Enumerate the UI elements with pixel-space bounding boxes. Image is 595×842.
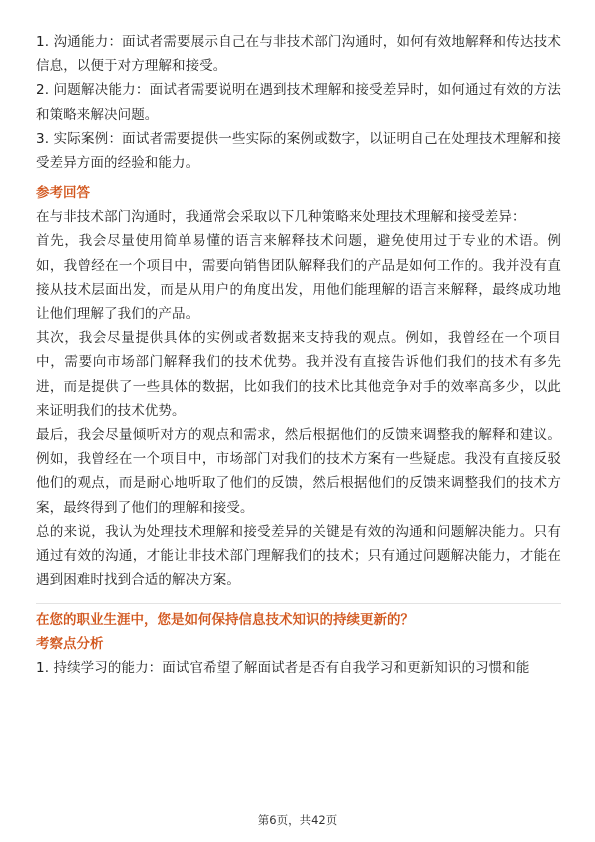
point-real-cases: 3. 实际案例：面试者需要提供一些实际的案例或数字，以证明自己在处理技术理解和接受差异方面的经验和能力。	[36, 130, 561, 172]
answer-last: 最后，我会尽量倾听对方的观点和需求，然后根据他们的反馈来调整我的解释和建议。例如，我曾经在一个项目中，市场部门对我们的技术方案有一些疑虑。我没有直接反驳他们的观点，而是耐心地听取了他们的反馈，然后根据他们的反馈来调整我们的技术方案，最终得到了他们的理解和接受。	[36, 427, 561, 516]
answer-intro: 在与非技术部门沟通时，我通常会采取以下几种策略来处理技术理解和接受差异：	[36, 209, 526, 226]
answer-heading: 参考回答	[36, 185, 90, 202]
answer-first: 首先，我会尽量使用简单易懂的语言来解释技术问题，避免使用过于专业的术语。例如，我曾经在一个项目中，需要向销售团队解释我们的产品是如何工作的。我并没有直接从技术层面出发，而是从用户的角度出发，用他们能理解的语言来解释，最终成功地让他们理解了我们的产品。	[36, 233, 561, 323]
analysis-point-1: 1. 持续学习的能力：面试官希望了解面试者是否有自我学习和更新知识的习惯和能	[36, 660, 530, 677]
question-title: 在您的职业生涯中，您是如何保持信息技术知识的持续更新的？	[36, 612, 414, 629]
answer-second: 其次，我会尽量提供具体的实例或者数据来支持我的观点。例如，我曾经在一个项目中，需要向市场部门解释我们的技术优势。我并没有直接告诉他们我们的技术有多先进，而是提供了一些具体的数据，比如我们的技术比其他竞争对手的效率高多少，以此来证明我们的技术优势。	[36, 330, 561, 419]
answer-summary: 总的来说，我认为处理技术理解和接受差异的关键是有效的沟通和问题解决能力。只有通过有效的沟通，才能让非技术部门理解我们的技术；只有通过问题解决能力，才能在遇到困难时找到合适的解决方案。	[36, 523, 561, 589]
section-divider	[36, 603, 561, 604]
page-content	[36, 30, 561, 681]
point-problem-solving: 2. 问题解决能力：面试者需要说明在遇到技术理解和接受差异时，如何通过有效的方法和策略来解决问题。	[36, 82, 561, 123]
point-communication: 1. 沟通能力：面试者需要展示自己在与非技术部门沟通时，如何有效地解释和传达技术信息，以便于对方理解和接受。	[36, 34, 561, 75]
page-number: 第6页，共42页	[257, 813, 338, 827]
analysis-heading: 考察点分析	[36, 636, 104, 653]
